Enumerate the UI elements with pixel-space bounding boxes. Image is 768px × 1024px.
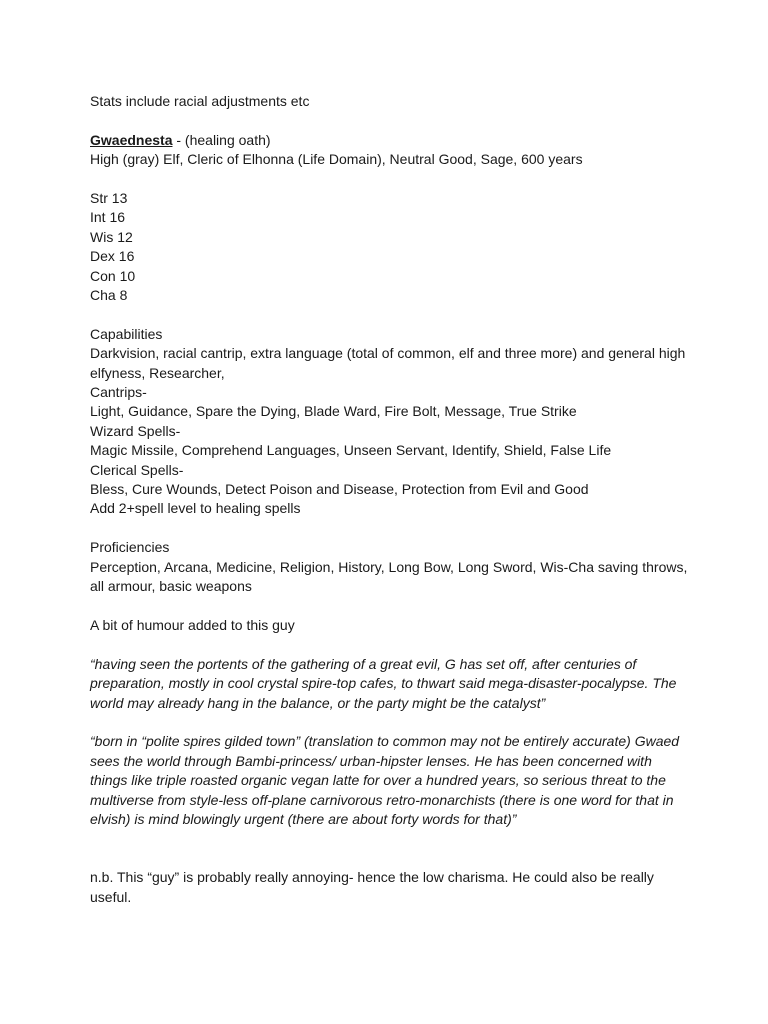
- wizard-spells-list: Magic Missile, Comprehend Languages, Unseen Servant, Identify, Shield, False Life: [90, 442, 612, 459]
- capabilities-heading: Capabilities: [90, 325, 163, 342]
- spacer: [90, 849, 690, 868]
- cantrips-list: Light, Guidance, Spare the Dying, Blade Ward, Fire Bolt, Message, True Strike: [90, 403, 577, 420]
- spacer: [90, 713, 690, 732]
- spacer: [90, 111, 690, 130]
- stat-dex: Dex 16: [90, 248, 135, 265]
- healing-note: Add 2+spell level to healing spells: [90, 500, 301, 517]
- spacer: [90, 519, 690, 538]
- stat-con: Con 10: [90, 267, 136, 284]
- character-name-note: - (healing oath): [172, 131, 271, 148]
- proficiencies-heading: Proficiencies: [90, 539, 170, 556]
- humour-line: A bit of humour added to this guy: [90, 616, 295, 633]
- quote-born: “born in “polite spires gilded town” (translation to common may not be entirely accurate) Gwaed sees the world through Bambi-princess/ urban-hipster lenses. He has been concerned with things like triple roasted organic vegan latte for over a hundred years, so serious threat to the multiverse from style-less off-plane carnivorous retro-monarchists (there is one word for that in elvish) is mind blowingly urgent (there are about forty words for that)”: [90, 733, 680, 827]
- spacer: [90, 635, 690, 654]
- spacer: [90, 597, 690, 616]
- spacer: [90, 170, 690, 189]
- capabilities-text: Darkvision, racial cantrip, extra language (total of common, elf and three more) and general high elfyness, Researcher,: [90, 345, 686, 381]
- clerical-spells-list: Bless, Cure Wounds, Detect Poison and Disease, Protection from Evil and Good: [90, 481, 589, 498]
- stat-int: Int 16: [90, 209, 126, 226]
- character-name: Gwaednesta: [90, 131, 173, 148]
- stat-wis: Wis 12: [90, 228, 133, 245]
- stat-str: Str 13: [90, 190, 128, 206]
- quote-portents: “having seen the portents of the gathering of a great evil, G has set off, after centuries of preparation, mostly in cool crystal spire-top cafes, to thwart said mega-disaster-pocalypse. The world may already hang in the balance, or the party might be the catalyst”: [90, 655, 677, 711]
- character-heading: [90, 131, 690, 150]
- proficiencies-text: Perception, Arcana, Medicine, Religion, History, Long Bow, Long Sword, Wis-Cha saving throws, all armour, basic weapons: [90, 558, 688, 595]
- nb-note: n.b. This “guy” is probably really annoying- hence the low charisma. He could also be really useful.: [90, 869, 654, 905]
- spacer: [90, 305, 690, 324]
- document-body: [90, 92, 690, 907]
- intro-line: Stats include racial adjustments etc: [90, 93, 310, 109]
- wizard-spells-heading: Wizard Spells-: [90, 422, 181, 439]
- spacer: [90, 829, 690, 848]
- clerical-spells-heading: Clerical Spells-: [90, 461, 184, 478]
- stat-cha: Cha 8: [90, 287, 128, 304]
- cantrips-heading: Cantrips-: [90, 384, 147, 401]
- character-summary: High (gray) Elf, Cleric of Elhonna (Life Domain), Neutral Good, Sage, 600 years: [90, 151, 583, 168]
